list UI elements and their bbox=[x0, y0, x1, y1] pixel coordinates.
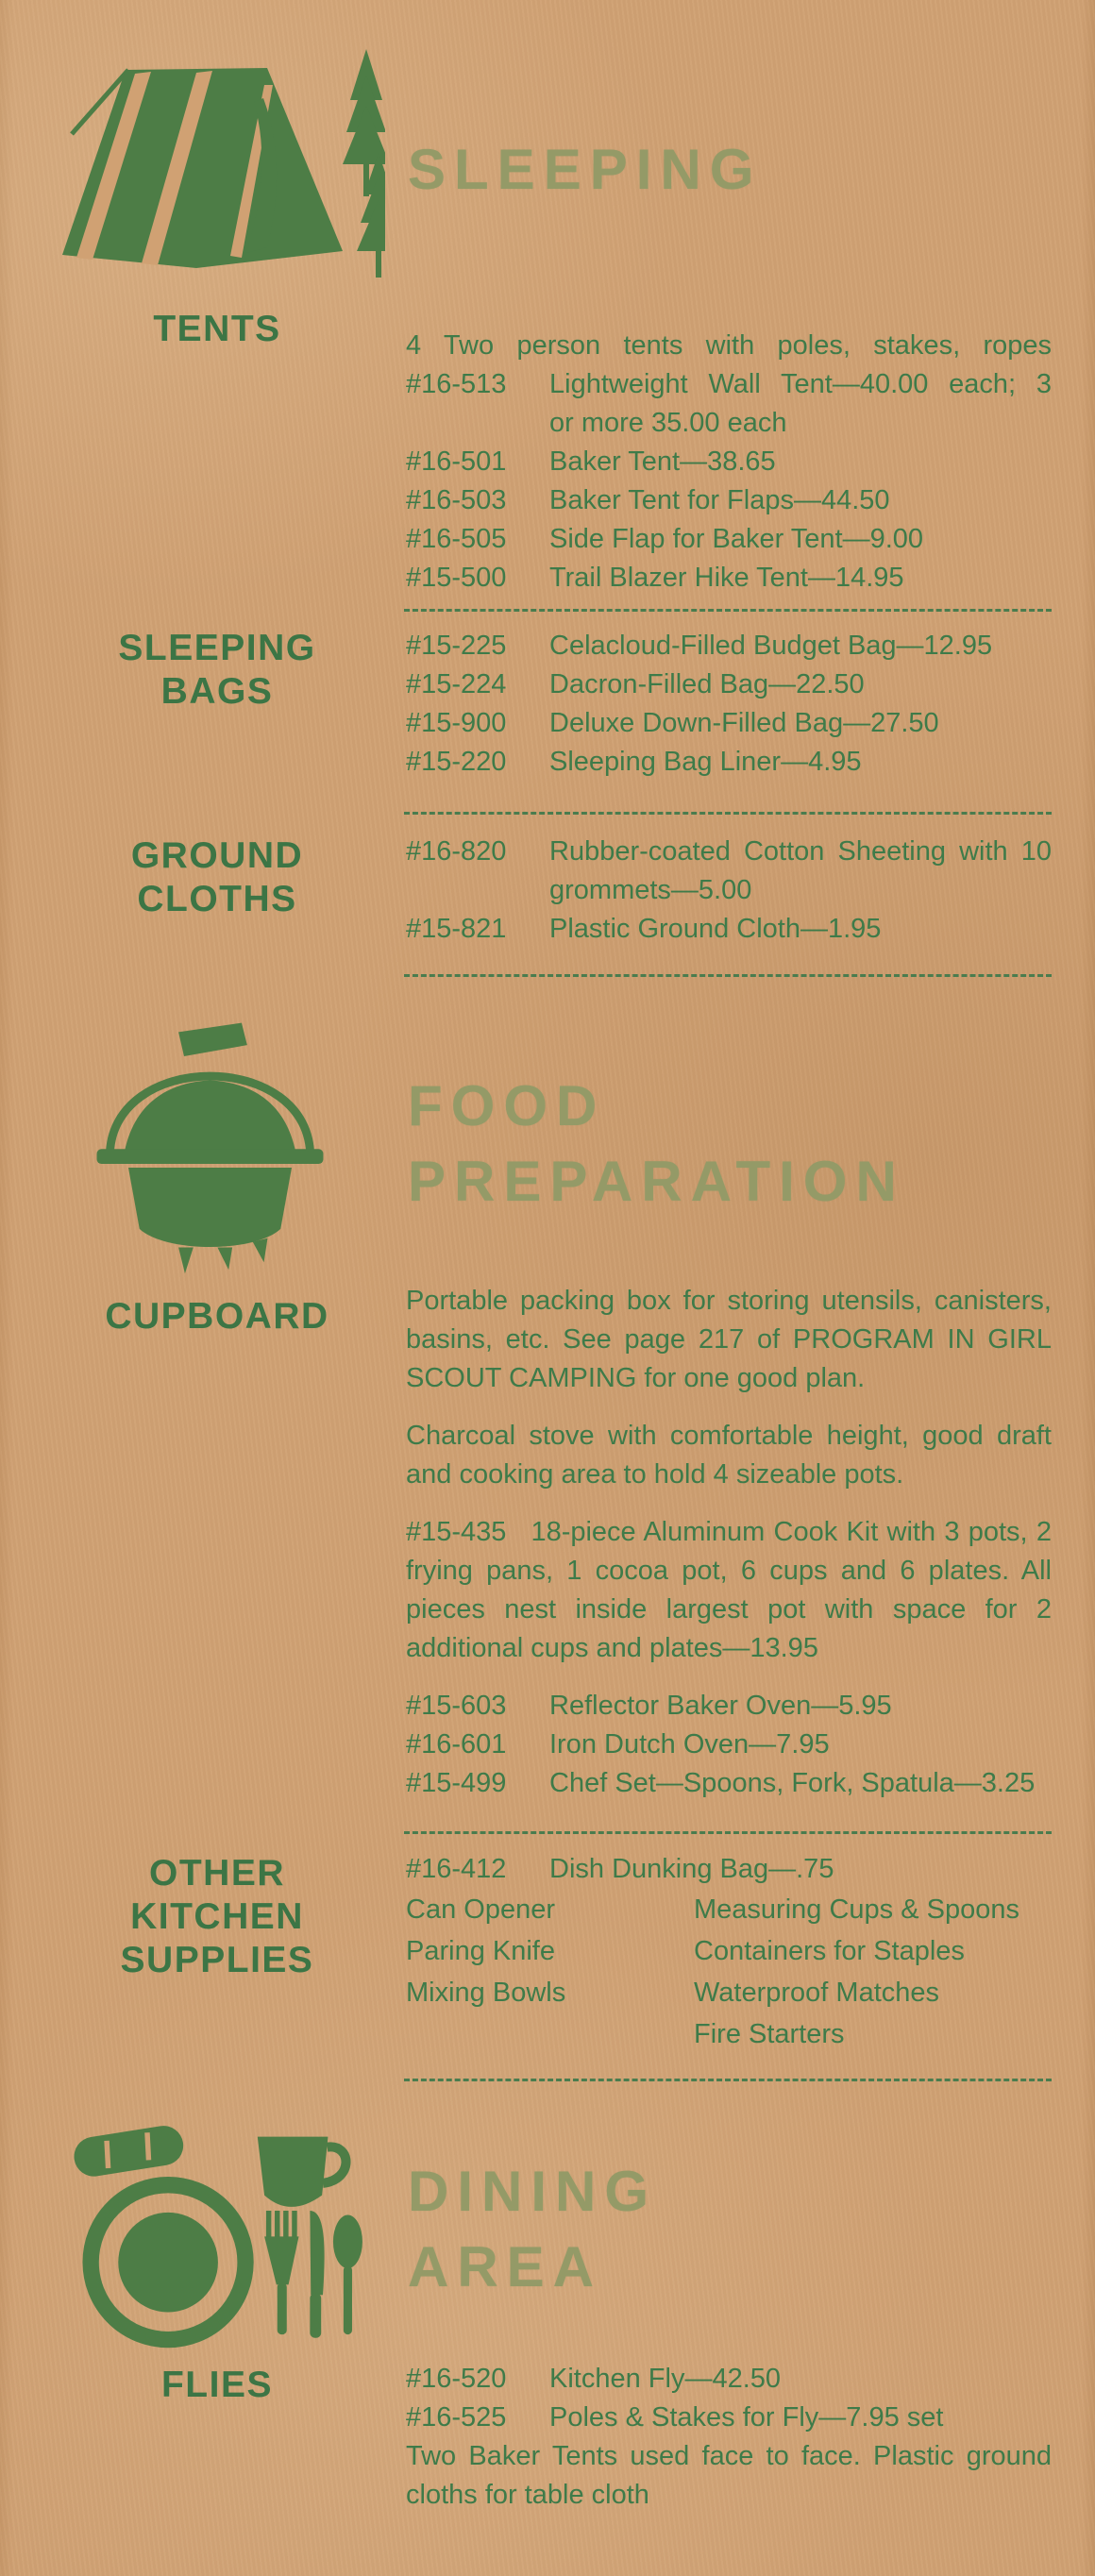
supply-item: Waterproof Matches bbox=[694, 1978, 940, 2008]
list-item bbox=[406, 1850, 1052, 1889]
list-item bbox=[406, 1687, 1052, 1726]
label-flies: FLIES bbox=[160, 2365, 273, 2405]
item-number: #15-603 bbox=[406, 1691, 507, 1721]
list-item bbox=[406, 910, 1052, 949]
item-description: Baker Tent—38.65 bbox=[549, 446, 776, 477]
item-description: Dacron-Filled Bag—22.50 bbox=[549, 669, 865, 699]
list-item bbox=[406, 443, 1052, 481]
item-description: Deluxe Down-Filled Bag—27.50 bbox=[549, 708, 939, 738]
supply-item: Containers for Staples bbox=[694, 1936, 965, 1966]
dutch-oven-illustration bbox=[71, 999, 349, 1277]
item-number: #15-224 bbox=[406, 669, 507, 699]
supplies-row bbox=[406, 1972, 1052, 2013]
section-divider bbox=[404, 609, 1052, 612]
tents-list bbox=[406, 327, 1052, 598]
item-number: #15-821 bbox=[406, 914, 507, 944]
oven-foot bbox=[217, 1248, 232, 1271]
item-description: Iron Dutch Oven—7.95 bbox=[549, 1729, 830, 1759]
plate bbox=[91, 2185, 245, 2340]
list-item bbox=[406, 481, 1052, 520]
paragraph: Portable packing box for storing utensils, canisters, basins, etc. See page 217 of PROGRAM IN GIRL SCOUT CAMPING for one good plan. bbox=[406, 1286, 1052, 1393]
item-description: Baker Tent for Flaps—44.50 bbox=[549, 485, 890, 515]
list-item bbox=[406, 704, 1052, 743]
label-sleeping-bags: SLEEPING BAGS bbox=[118, 628, 316, 712]
place-setting-illustration bbox=[52, 2114, 382, 2355]
label-tents: TENTS bbox=[153, 309, 281, 349]
item-description: Side Flap for Baker Tent—9.00 bbox=[549, 524, 924, 554]
supply-item: Can Opener bbox=[406, 1894, 555, 1925]
list-item bbox=[406, 2399, 1052, 2437]
cup bbox=[258, 2137, 346, 2207]
item-number: #16-505 bbox=[406, 524, 507, 554]
spoon bbox=[333, 2215, 362, 2335]
section-divider bbox=[404, 974, 1052, 977]
other-kitchen-list bbox=[406, 1850, 1052, 2055]
pine-tree-small-icon bbox=[357, 153, 385, 278]
section-title-food-preparation: FOOD PREPARATION bbox=[408, 1074, 905, 1213]
tent-icon bbox=[55, 42, 385, 287]
item-description: Poles & Stakes for Fly—7.95 set bbox=[549, 2402, 944, 2433]
item-description: Reflector Baker Oven—5.95 bbox=[549, 1691, 892, 1721]
item-number: #15-500 bbox=[406, 563, 507, 593]
knife bbox=[310, 2211, 324, 2338]
label-other-kitchen-supplies: OTHER KITCHEN SUPPLIES bbox=[120, 1853, 314, 1980]
tent-shape bbox=[62, 68, 343, 268]
item-number: #16-503 bbox=[406, 485, 507, 515]
oven-body bbox=[128, 1168, 292, 1247]
item-number: #16-412 bbox=[406, 1854, 507, 1884]
list-item bbox=[406, 365, 1052, 443]
item-number: #16-601 bbox=[406, 1729, 507, 1759]
supplies-row bbox=[406, 2013, 1052, 2055]
supply-item: Measuring Cups & Spoons bbox=[694, 1894, 1019, 1925]
list-item bbox=[406, 743, 1052, 782]
item-number: #15-220 bbox=[406, 747, 507, 777]
item-description: 18-piece Aluminum Cook Kit with 3 pots, 2 frying pans, 1 cocoa pot, 6 cups and 6 plates. All pieces nest inside largest pot with space for 2 additional cups and plates—13.95 bbox=[406, 1517, 1052, 1663]
cupboard-text bbox=[406, 1282, 1052, 1803]
dutch-oven-icon bbox=[71, 999, 349, 1277]
item-description: Lightweight Wall Tent—40.00 each; 3 or more 35.00 each bbox=[549, 369, 1052, 438]
supply-item: Mixing Bowls bbox=[406, 1978, 566, 2008]
place-setting-icon bbox=[52, 2114, 382, 2355]
list-item bbox=[406, 1764, 1052, 1803]
list-item bbox=[406, 520, 1052, 559]
item-number: #16-501 bbox=[406, 446, 507, 477]
item-number: #15-225 bbox=[406, 631, 507, 661]
item-description: Sleeping Bag Liner—4.95 bbox=[549, 747, 862, 777]
item-number: #16-820 bbox=[406, 836, 507, 867]
ground-cloths-list bbox=[406, 833, 1052, 949]
oven-rim bbox=[97, 1149, 324, 1164]
item-number: #16-520 bbox=[406, 2364, 507, 2394]
tent-illustration bbox=[55, 42, 385, 287]
flies-list bbox=[406, 2360, 1052, 2515]
item-number: #16-525 bbox=[406, 2402, 507, 2433]
flies-note: Two Baker Tents used face to face. Plastic ground cloths for table cloth bbox=[406, 2441, 1052, 2510]
section-divider bbox=[404, 1831, 1052, 1834]
item-description: Kitchen Fly—42.50 bbox=[549, 2364, 782, 2394]
section-divider bbox=[404, 812, 1052, 815]
item-description: Rubber-coated Cotton Sheeting with 10 grommets—5.00 bbox=[549, 836, 1052, 905]
item-description: Plastic Ground Cloth—1.95 bbox=[549, 914, 882, 944]
item-number: #15-499 bbox=[406, 1768, 507, 1798]
item-number: #15-900 bbox=[406, 708, 507, 738]
label-cupboard: CUPBOARD bbox=[105, 1296, 329, 1337]
list-item bbox=[406, 665, 1052, 704]
oven-foot bbox=[178, 1248, 194, 1274]
item-description: Trail Blazer Hike Tent—14.95 bbox=[549, 563, 904, 593]
supplies-row bbox=[406, 1930, 1052, 1972]
list-item bbox=[406, 559, 1052, 598]
paragraph bbox=[406, 1513, 1052, 1668]
list-item bbox=[406, 833, 1052, 910]
list-item bbox=[406, 1726, 1052, 1764]
section-title-sleeping: SLEEPING bbox=[408, 138, 763, 201]
napkin-roll bbox=[71, 2123, 186, 2180]
paragraph: Charcoal stove with comfortable height, good draft and cooking area to hold 4 sizeable pots. bbox=[406, 1421, 1052, 1490]
section-divider bbox=[404, 2079, 1052, 2081]
section-title-dining-area: DINING AREA bbox=[408, 2160, 657, 2298]
supplies-row bbox=[406, 1889, 1052, 1930]
item-description: Celacloud-Filled Budget Bag—12.95 bbox=[549, 631, 993, 661]
supply-item: Paring Knife bbox=[406, 1936, 555, 1966]
label-ground-cloths: GROUND CLOTHS bbox=[130, 835, 304, 919]
tents-intro: 4 Two person tents with poles, stakes, ropes bbox=[406, 330, 1052, 361]
sleeping-bags-list bbox=[406, 627, 1052, 782]
oven-foot bbox=[253, 1238, 268, 1263]
supply-item bbox=[406, 2013, 694, 2055]
fork bbox=[264, 2211, 298, 2334]
supply-item: Fire Starters bbox=[694, 2019, 845, 2049]
oven-handle-grip bbox=[178, 1023, 247, 1056]
item-number: #15-435 bbox=[406, 1517, 507, 1547]
item-number: #16-513 bbox=[406, 369, 507, 399]
item-description: Dish Dunking Bag—.75 bbox=[549, 1854, 834, 1884]
list-item bbox=[406, 2360, 1052, 2399]
item-description: Chef Set—Spoons, Fork, Spatula—3.25 bbox=[549, 1768, 1036, 1798]
list-item bbox=[406, 627, 1052, 665]
